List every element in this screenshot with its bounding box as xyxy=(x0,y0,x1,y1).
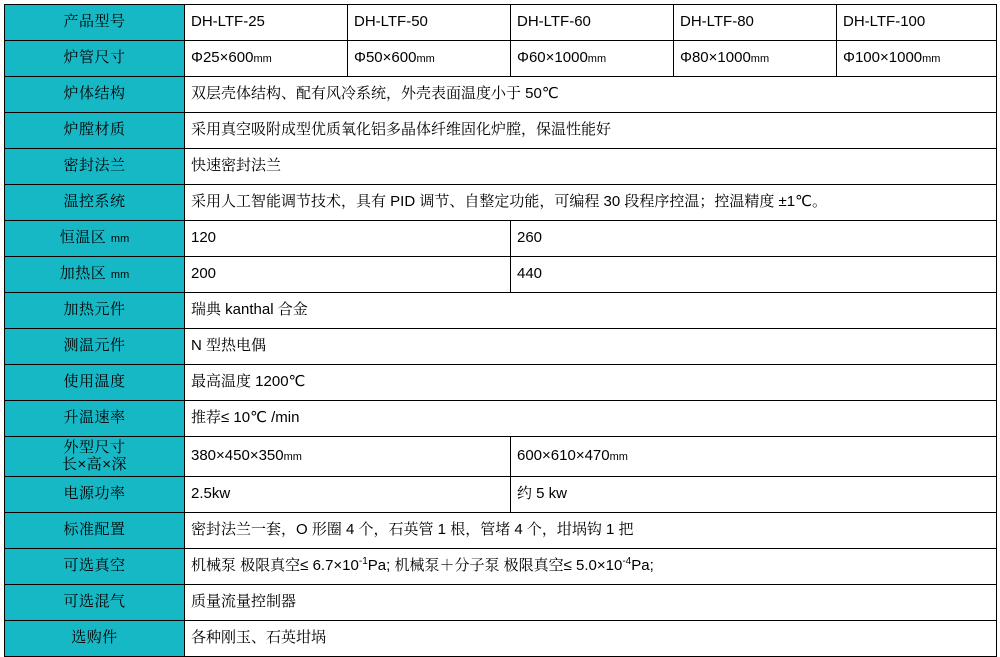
row-label: 外型尺寸 长×高×深 xyxy=(5,437,185,477)
row-value: 质量流量控制器 xyxy=(185,584,997,620)
row-value: 采用真空吸附成型优质氧化铝多晶体纤维固化炉膛，保温性能好 xyxy=(185,113,997,149)
row-value: Φ50×600mm xyxy=(348,41,511,77)
row-value: Φ100×1000mm xyxy=(837,41,997,77)
row-label: 炉体结构 xyxy=(5,77,185,113)
row-value: 采用人工智能调节技术，具有 PID 调节、自整定功能，可编程 30 段程序控温；控温精度 ±1℃。 xyxy=(185,185,997,221)
table-row xyxy=(5,257,997,293)
row-label: 电源功率 xyxy=(5,476,185,512)
row-value: DH-LTF-100 xyxy=(837,5,997,41)
row-value: 推荐≤ 10℃ /min xyxy=(185,401,997,437)
row-label: 炉管尺寸 xyxy=(5,41,185,77)
row-label: 加热区 mm xyxy=(5,257,185,293)
table-row xyxy=(5,584,997,620)
row-value: DH-LTF-80 xyxy=(674,5,837,41)
row-value: 260 xyxy=(511,221,997,257)
row-label: 加热元件 xyxy=(5,293,185,329)
table-row xyxy=(5,221,997,257)
row-label: 升温速率 xyxy=(5,401,185,437)
row-label: 标准配置 xyxy=(5,512,185,548)
row-label: 恒温区 mm xyxy=(5,221,185,257)
row-value: Φ25×600mm xyxy=(185,41,348,77)
table-row xyxy=(5,476,997,512)
row-label: 炉膛材质 xyxy=(5,113,185,149)
row-value: 2.5kw xyxy=(185,476,511,512)
row-value: 120 xyxy=(185,221,511,257)
row-label: 使用温度 xyxy=(5,365,185,401)
table-row xyxy=(5,185,997,221)
table-row xyxy=(5,620,997,656)
table-row xyxy=(5,512,997,548)
row-value: 机械泵 极限真空≤ $6.7\times 10^{-1}Pa$; 机械泵＋分子泵 极限真空≤ $5.0\times 10^{-4}Pa$; xyxy=(185,548,997,584)
row-value: 200 xyxy=(185,257,511,293)
specification-table xyxy=(4,4,997,657)
row-value: DH-LTF-50 xyxy=(348,5,511,41)
table-row xyxy=(5,113,997,149)
row-value: 440 xyxy=(511,257,997,293)
row-value: 密封法兰一套，O 形圈 4 个，石英管 1 根，管堵 4 个，坩埚钩 1 把 xyxy=(185,512,997,548)
row-label: 温控系统 xyxy=(5,185,185,221)
table-row xyxy=(5,77,997,113)
row-label: 测温元件 xyxy=(5,329,185,365)
row-value: DH-LTF-25 xyxy=(185,5,348,41)
table-row xyxy=(5,41,997,77)
table-row xyxy=(5,437,997,477)
row-value: 最高温度 1200℃ xyxy=(185,365,997,401)
row-label: 选购件 xyxy=(5,620,185,656)
table-row xyxy=(5,401,997,437)
row-label: 产品型号 xyxy=(5,5,185,41)
row-label: 可选真空 xyxy=(5,548,185,584)
table-row xyxy=(5,293,997,329)
row-value: Φ80×1000mm xyxy=(674,41,837,77)
row-value: N 型热电偶 xyxy=(185,329,997,365)
row-value: Φ60×1000mm xyxy=(511,41,674,77)
row-value: 各种刚玉、石英坩埚 xyxy=(185,620,997,656)
row-value: 快速密封法兰 xyxy=(185,149,997,185)
row-label: 可选混气 xyxy=(5,584,185,620)
table-row xyxy=(5,548,997,584)
table-row xyxy=(5,5,997,41)
row-value: 380×450×350mm xyxy=(185,437,511,477)
row-value: 瑞典 kanthal 合金 xyxy=(185,293,997,329)
table-row xyxy=(5,365,997,401)
table-body xyxy=(5,5,997,657)
row-value: DH-LTF-60 xyxy=(511,5,674,41)
row-label: 密封法兰 xyxy=(5,149,185,185)
table-row xyxy=(5,149,997,185)
row-value: 600×610×470mm xyxy=(511,437,997,477)
table-row xyxy=(5,329,997,365)
row-value: 约 5 kw xyxy=(511,476,997,512)
row-value: 双层壳体结构、配有风冷系统，外壳表面温度小于 50℃ xyxy=(185,77,997,113)
